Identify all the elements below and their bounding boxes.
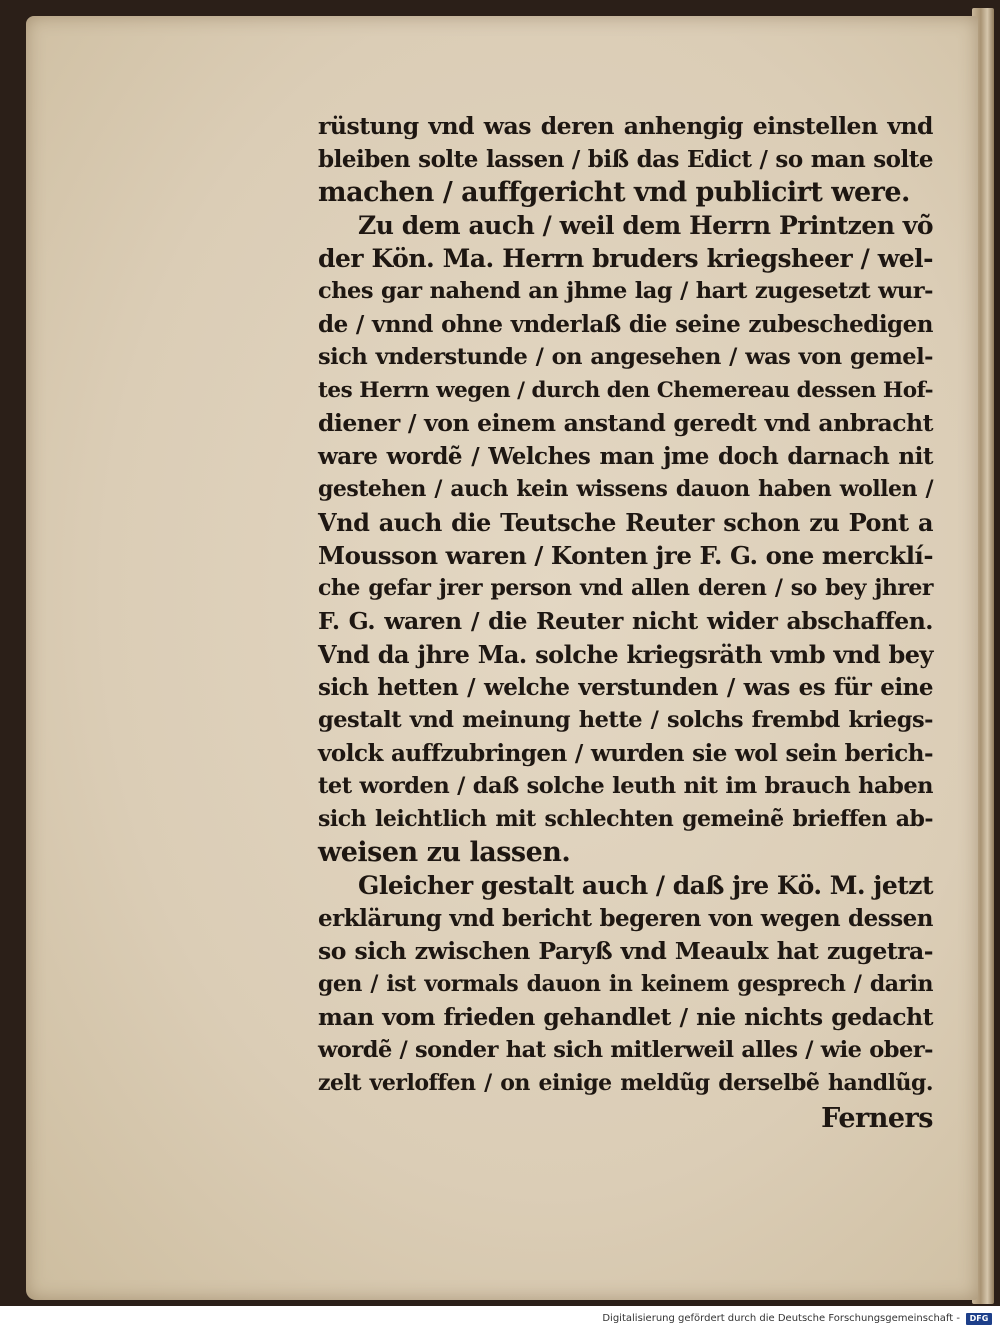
text-line: ches gar nahend an jhme lag / hart zugesetzt wur-	[318, 278, 933, 304]
body-text	[318, 110, 933, 1135]
text-line: diener / von einem anstand geredt vnd anbracht	[318, 409, 933, 437]
text-line: sich vnderstunde / on angesehen / was von gemel-	[318, 344, 933, 370]
text-line: F. G. waren / die Reuter nicht wider abschaffen.	[318, 607, 933, 635]
text-line: man vom frieden gehandlet / nie nichts gedacht	[318, 1003, 933, 1031]
text-line: bleiben solte lassen / biß das Edict / so man solte	[318, 146, 933, 173]
text-line: gen / ist vormals dauon in keinem gesprech / darin	[318, 971, 933, 997]
text-line: volck auffzubringen / wurden sie wol sein berich-	[318, 740, 933, 767]
text-line: gestehen / auch kein wissens dauon haben wollen /	[318, 476, 933, 502]
text-line: machen / auffgericht vnd publicirt were.	[318, 177, 910, 208]
text-line: weisen zu lassen.	[318, 837, 571, 868]
text-line: der Kön. Ma. Herrn bruders kriegsheer / wel-	[318, 244, 933, 273]
text-line: wordẽ / sonder hat sich mitlerweil alles / wie ober-	[318, 1037, 933, 1063]
text-line: so sich zwischen Paryß vnd Meaulx hat zugetra-	[318, 937, 933, 965]
text-line: Vnd da jhre Ma. solche kriegsräth vmb vnd bey	[318, 640, 933, 669]
catchword: Ferners	[821, 1103, 933, 1134]
text-line: sich hetten / welche verstunden / was es für eine	[318, 674, 933, 701]
text-line: tet worden / daß solche leuth nit im brauch haben	[318, 773, 933, 799]
text-line: zelt verloffen / on einige meldũg derselbẽ handlũg.	[318, 1070, 933, 1096]
text-line: tes Herrn wegen / durch den Chemereau dessen Hof-	[318, 378, 933, 403]
text-line: Gleicher gestalt auch / daß jre Kö. M. jetzt	[358, 871, 934, 900]
text-line: rüstung vnd was deren anhengig einstellen vnd	[318, 112, 933, 140]
funding-credit: Digitalisierung gefördert durch die Deutsche Forschungsgemeinschaft -	[602, 1313, 960, 1324]
text-line: de / vnnd ohne vnderlaß die seine zubeschedigen	[318, 311, 933, 338]
text-line: erklärung vnd bericht begeren von wegen dessen	[318, 905, 933, 932]
text-line: Zu dem auch / weil dem Herrn Printzen võ	[358, 211, 933, 240]
text-line: Mousson waren / Konten jre F. G. one mercklí-	[318, 541, 933, 570]
text-line: che gefar jrer person vnd allen deren / so bey jhrer	[318, 575, 933, 601]
dfg-logo-icon[interactable]: DFG	[966, 1313, 992, 1325]
text-line: gestalt vnd meinung hette / solchs frembd kriegs-	[318, 707, 933, 733]
footer-bar	[0, 1306, 1000, 1333]
text-line: sich leichtlich mit schlechten gemeinẽ brieffen ab-	[318, 806, 933, 832]
text-line: Vnd auch die Teutsche Reuter schon zu Pont a	[318, 508, 933, 537]
text-line: ware wordẽ / Welches man jme doch darnach nit	[318, 443, 933, 470]
